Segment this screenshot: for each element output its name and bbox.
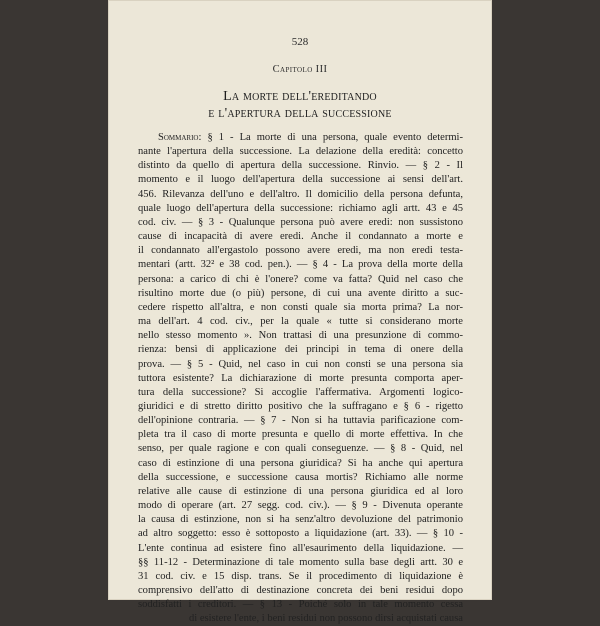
summary-line [138, 372, 463, 386]
summary-line [138, 329, 463, 343]
summary-line [138, 442, 463, 456]
summary-line-text: §§ 11-12 - Determinazione di tale momento sulla base degli artt. 30 e [138, 556, 463, 568]
summary-line [138, 414, 463, 428]
summary-line-text: comprensivo dell'atto di destinazione concreta dei beni residui dopo [138, 585, 463, 596]
summary-line-text: soddisfatti i creditori. — § 13 - Poiché solo in tale momento cessa [138, 599, 463, 611]
summary-line [138, 499, 463, 513]
summary-line [138, 584, 463, 598]
summary-line [138, 386, 463, 400]
summary-line [138, 598, 463, 612]
summary-line-text: della successione, e successione causa mortis? Richiamo alle norme [138, 471, 463, 483]
summary-line [138, 230, 463, 244]
summary-line [138, 400, 463, 414]
summary-line [138, 428, 463, 442]
summary-line [138, 273, 463, 287]
summary-line [138, 188, 463, 202]
summary-line-text: dell'opinione contraria. — § 7 - Non si ha tuttavia parificazione com- [138, 415, 463, 427]
summary-line [138, 315, 463, 329]
title-line: La morte dell'ereditando [223, 89, 377, 104]
summary-line-text: § 1 - La morte di una persona, quale evento determi- [207, 132, 463, 143]
summary-line-text: tura della successione? Si accoglie l'affermativa. Argomenti logico- [138, 386, 463, 398]
summary-line [138, 527, 463, 541]
title-line: e l'apertura della successione [208, 106, 392, 121]
chapter-title [108, 88, 492, 122]
summary-line-text: di esistere l'ente, i beni residui non possono dirsi acquistati causa [188, 613, 463, 625]
page-number: 528 [291, 36, 309, 48]
summary-line [138, 542, 463, 556]
summary-line [138, 343, 463, 357]
summary-line [138, 471, 463, 485]
summary-line-text: prova. — § 5 - Quid, nel caso in cui non consti se una persona sia [138, 358, 463, 370]
summary-line [138, 457, 463, 471]
summary-line-text: cause di incapacità di avere eredi. Anche il condannato a morte e [138, 231, 463, 243]
summary-line [138, 216, 463, 230]
summary-line-text: 31 cod. civ. e 15 disp. trans. Se il procedimento di liquidazione è [138, 570, 463, 582]
summary-line-text: rienza: bensì di applicazione dei principi in tema di onere della [138, 344, 463, 356]
summary-label: Sommario: [158, 132, 202, 143]
summary-line-text: 456. Rilevanza dell'uno e dell'altro. Il domicilio della persona defunta, [138, 188, 463, 200]
summary-line-text: pleta tra il caso di morte presunta e quello di morte effettiva. In che [138, 429, 463, 441]
summary-line [138, 570, 463, 584]
summary-line-text: tuttora esistente? La dichiarazione di morte presunta comporta aper- [138, 372, 463, 384]
summary-line [138, 513, 463, 527]
book-page [108, 0, 492, 625]
summary-line [138, 556, 463, 570]
summary-line [138, 173, 463, 187]
summary-line-text: distinto da quello di apertura della successione. Rinvio. — § 2 - Il [138, 160, 463, 172]
summary-line [138, 131, 463, 145]
summary-line [138, 301, 463, 315]
summary-line-text: mentari (artt. 32² e 38 cod. pen.). — § 4 - La prova della morte della [138, 259, 463, 271]
summary-line-text: L'ente continua ad esistere fino all'esaurimento della liquidazione. — [138, 542, 463, 554]
summary-line-text: cod. civ. — § 3 - Qualunque persona può avere eredi: non sussistono [138, 216, 463, 228]
summary-line [138, 612, 463, 626]
summary-line-text: ma dell'art. 4 cod. civ., per la quale « tutte si considerano morte [138, 316, 463, 328]
summary-line [138, 145, 463, 159]
summary-line-text: relative alle cause di estinzione di una persona giuridica ed al loro [138, 485, 463, 497]
summary-line-text: giuridici e di stretto diritto positivo che la suffragano e § 6 - rigetto [138, 400, 463, 412]
summary-line [138, 258, 463, 272]
summary-line-text: senso, per quale ragione e con quali conseguenze. — § 8 - Quid, nel [138, 443, 463, 455]
summary-line-text: ad altro soggetto: esso è sottoposto a liquidazione (art. 33). — § 10 - [138, 528, 463, 540]
summary-line [138, 358, 463, 372]
summary-line-text: la causa di estinzione, non si ha senz'altro devoluzione del patrimonio [138, 514, 463, 526]
summary-line-text: cedere rispetto all'altra, e non consti quale sia morta prima? La nor- [138, 301, 463, 313]
summary-line-text: caso di estinzione di una persona giuridica? Si ha anche qui apertura [138, 457, 463, 469]
chapter-label: Capitolo III [272, 64, 328, 75]
summary-line [138, 485, 463, 499]
summary-line-text: modo di operare (art. 27 segg. cod. civ.). — § 9 - Divenuta operante [138, 500, 463, 512]
summary-line-text: risultino morte due (o più) persone, di cui una avente diritto a suc- [138, 287, 463, 299]
summary-line-text: persona: a carico di chi è l'onere? come va fatta? Quid nel caso che [138, 273, 463, 285]
summary-paragraph [138, 131, 463, 626]
summary-line-text: nello stesso momento ». Non trattasi di una presunzione di commo- [138, 330, 463, 342]
summary-line-text: nante l'apertura della successione. La delazione della eredità: concetto [138, 146, 463, 158]
summary-line [138, 159, 463, 173]
summary-line [138, 202, 463, 216]
summary-line-text: momento e il luogo dell'apertura della successione ai sensi dell'art. [138, 174, 463, 186]
summary-line [138, 244, 463, 258]
summary-line [138, 287, 463, 301]
summary-line-text: il condannato all'ergastolo possono avere eredi, ma non eredi testa- [138, 245, 463, 257]
summary-line-text: quale luogo dell'apertura della successione: richiamo agli artt. 43 e 45 [138, 202, 463, 214]
